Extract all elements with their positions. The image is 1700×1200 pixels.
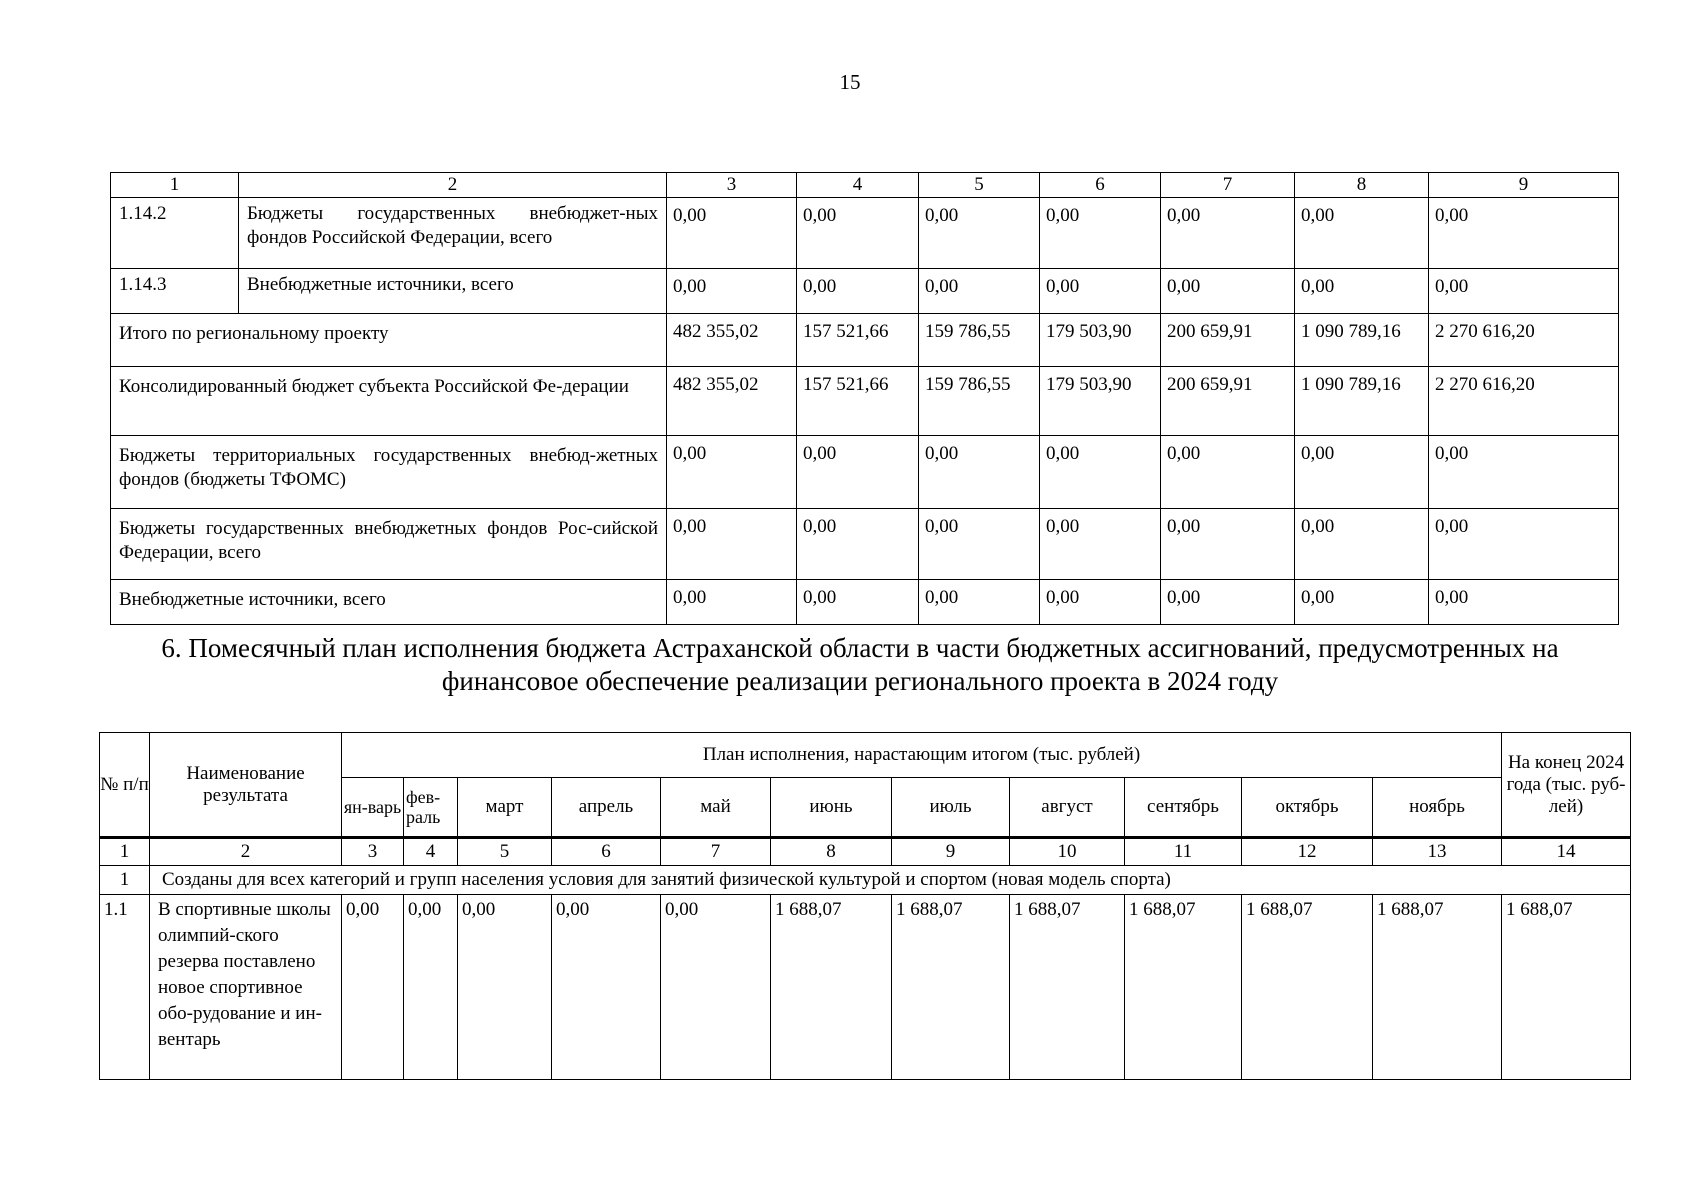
funding-table [110, 172, 1619, 625]
table-row [111, 580, 1619, 625]
value-cell: 0,00 [1429, 509, 1619, 580]
column-number: 12 [1242, 838, 1373, 866]
value-cell: 0,00 [1295, 509, 1429, 580]
row-name: Внебюджетные источники, всего [239, 269, 667, 314]
value-cell: 2 270 616,20 [1429, 314, 1619, 367]
year-end-header: На конец 2024 года (тыс. руб-лей) [1502, 733, 1631, 838]
page-number: 15 [839, 70, 861, 94]
column-number: 3 [342, 838, 404, 866]
month-header: июнь [771, 778, 892, 838]
value-cell: 0,00 [661, 895, 771, 1080]
value-cell: 157 521,66 [797, 367, 919, 436]
table-header-row [111, 173, 1619, 198]
value-cell: 159 786,55 [919, 367, 1040, 436]
value-cell: 1 090 789,16 [1295, 314, 1429, 367]
value-cell: 0,00 [919, 269, 1040, 314]
value-cell: 0,00 [552, 895, 661, 1080]
value-cell: 200 659,91 [1161, 314, 1295, 367]
value-cell: 0,00 [1040, 269, 1161, 314]
value-cell: 1 688,07 [1010, 895, 1125, 1080]
monthly-plan-table [99, 732, 1631, 1080]
row-name: Бюджеты территориальных государственных внебюд-жетных фондов (бюджеты ТФОМС) [111, 436, 667, 509]
row-code: 1.14.2 [111, 198, 239, 269]
value-cell: 0,00 [1040, 436, 1161, 509]
column-number: 10 [1010, 838, 1125, 866]
column-number: 1 [100, 838, 150, 866]
column-number: 5 [919, 173, 1040, 198]
value-cell: 0,00 [1295, 580, 1429, 625]
value-cell: 0,00 [1040, 580, 1161, 625]
month-header: октябрь [1242, 778, 1373, 838]
total-row [111, 314, 1619, 367]
column-number: 5 [458, 838, 552, 866]
value-cell: 0,00 [1295, 269, 1429, 314]
table-row [111, 198, 1619, 269]
value-cell: 179 503,90 [1040, 367, 1161, 436]
value-cell: 2 270 616,20 [1429, 367, 1619, 436]
value-cell: 0,00 [919, 509, 1040, 580]
value-cell: 0,00 [797, 198, 919, 269]
value-cell: 0,00 [1161, 509, 1295, 580]
value-cell: 482 355,02 [667, 314, 797, 367]
row-name: Бюджеты государственных внебюджет-ных фондов Российской Федерации, всего [239, 198, 667, 269]
value-cell: 1 090 789,16 [1295, 367, 1429, 436]
value-cell: 1 688,07 [1373, 895, 1502, 1080]
month-header: ноябрь [1373, 778, 1502, 838]
column-number: 7 [1161, 173, 1295, 198]
value-cell: 0,00 [1161, 269, 1295, 314]
value-cell: 0,00 [1161, 436, 1295, 509]
value-cell: 0,00 [1040, 198, 1161, 269]
column-number: 9 [892, 838, 1010, 866]
value-cell: 1 688,07 [892, 895, 1010, 1080]
value-cell: 0,00 [667, 269, 797, 314]
row-name: Итого по региональному проекту [111, 314, 667, 367]
month-header: ян-варь [342, 778, 404, 838]
table-row [111, 436, 1619, 509]
column-header-number: № п/п [100, 733, 150, 838]
value-cell: 0,00 [667, 436, 797, 509]
table-row [111, 367, 1619, 436]
month-header: май [661, 778, 771, 838]
row-code: 1.14.3 [111, 269, 239, 314]
value-cell: 0,00 [919, 580, 1040, 625]
value-cell: 1 688,07 [1125, 895, 1242, 1080]
value-cell: 482 355,02 [667, 367, 797, 436]
table-header-row [100, 733, 1631, 778]
plan-header: План исполнения, нарастающим итогом (тыс. рублей) [342, 733, 1502, 778]
value-cell: 159 786,55 [919, 314, 1040, 367]
row-name: Бюджеты государственных внебюджетных фондов Рос-сийской Федерации, всего [111, 509, 667, 580]
value-cell: 0,00 [1429, 198, 1619, 269]
column-header-name: Наименование результата [150, 733, 342, 838]
column-number: 6 [552, 838, 661, 866]
value-cell: 0,00 [797, 436, 919, 509]
goal-row [100, 866, 1631, 895]
value-cell: 0,00 [1295, 198, 1429, 269]
table-row [111, 269, 1619, 314]
column-number: 2 [150, 838, 342, 866]
result-name: В спортивные школы олимпий-ского резерва поставлено новое спортивное обо-рудование и ин-вентарь [150, 895, 342, 1080]
column-number: 4 [404, 838, 458, 866]
month-header: август [1010, 778, 1125, 838]
month-header: апрель [552, 778, 661, 838]
value-cell: 0,00 [1161, 198, 1295, 269]
value-cell: 200 659,91 [1161, 367, 1295, 436]
value-cell: 157 521,66 [797, 314, 919, 367]
value-cell: 0,00 [797, 269, 919, 314]
column-numbers-row [100, 838, 1631, 866]
value-cell: 0,00 [797, 509, 919, 580]
column-number: 9 [1429, 173, 1619, 198]
value-cell: 0,00 [1429, 436, 1619, 509]
value-cell: 0,00 [458, 895, 552, 1080]
value-cell: 1 688,07 [771, 895, 892, 1080]
value-cell: 1 688,07 [1242, 895, 1373, 1080]
value-cell: 179 503,90 [1040, 314, 1161, 367]
month-header: июль [892, 778, 1010, 838]
column-number: 4 [797, 173, 919, 198]
goal-text: Созданы для всех категорий и групп населения условия для занятий физической культурой и спортом (новая модель спорта) [150, 866, 1631, 895]
value-cell: 0,00 [667, 198, 797, 269]
column-number: 3 [667, 173, 797, 198]
result-number: 1.1 [100, 895, 150, 1080]
column-number: 14 [1502, 838, 1631, 866]
goal-number: 1 [100, 866, 150, 895]
value-cell: 0,00 [1295, 436, 1429, 509]
column-number: 8 [1295, 173, 1429, 198]
value-cell: 0,00 [667, 580, 797, 625]
table-row [111, 509, 1619, 580]
value-cell: 0,00 [404, 895, 458, 1080]
section-title: 6. Помесячный план исполнения бюджета Астраханской области в части бюджетных ассигнований, предусмотренных на финансовое обеспечение реализации регионального проекта в 2024 году [161, 633, 1559, 696]
value-cell: 0,00 [1040, 509, 1161, 580]
row-name: Консолидированный бюджет субъекта Российской Фе-дерации [111, 367, 667, 436]
row-name: Внебюджетные источники, всего [111, 580, 667, 625]
column-number: 2 [239, 173, 667, 198]
value-cell: 0,00 [667, 509, 797, 580]
month-header: фев-раль [404, 778, 458, 838]
column-number: 7 [661, 838, 771, 866]
value-cell: 0,00 [919, 198, 1040, 269]
value-cell: 1 688,07 [1502, 895, 1631, 1080]
column-number: 6 [1040, 173, 1161, 198]
month-header: сентябрь [1125, 778, 1242, 838]
value-cell: 0,00 [1429, 580, 1619, 625]
value-cell: 0,00 [919, 436, 1040, 509]
column-number: 11 [1125, 838, 1242, 866]
value-cell: 0,00 [342, 895, 404, 1080]
value-cell: 0,00 [797, 580, 919, 625]
column-number: 1 [111, 173, 239, 198]
result-row [100, 895, 1631, 1080]
month-header: март [458, 778, 552, 838]
column-number: 13 [1373, 838, 1502, 866]
value-cell: 0,00 [1429, 269, 1619, 314]
value-cell: 0,00 [1161, 580, 1295, 625]
column-number: 8 [771, 838, 892, 866]
